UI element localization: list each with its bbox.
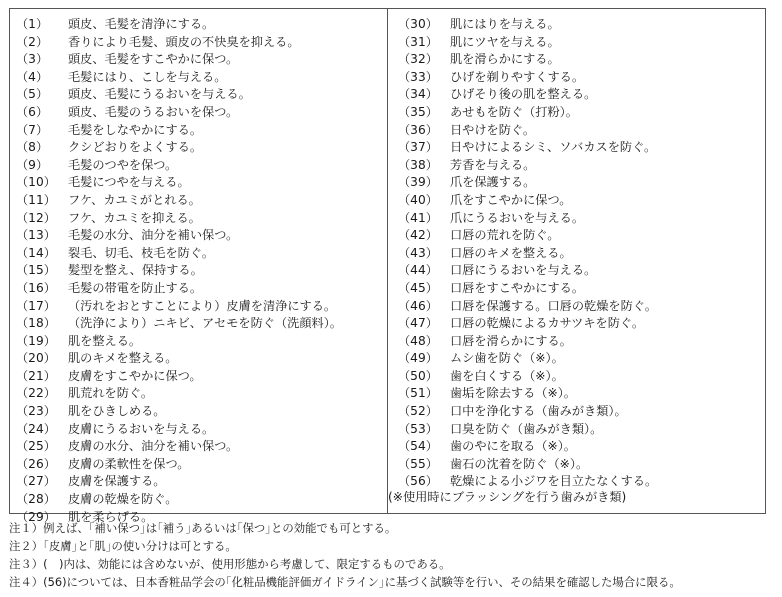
list-item [398,438,764,456]
item-number: （34） [398,87,438,102]
item-text: 歯のやにを取る（※）。 [450,439,576,454]
item-text: 乾燥による小ジワを目立たなくする。 [450,474,658,489]
item-number: （20） [16,351,56,366]
item-text: 爪をすこやかに保つ。 [450,192,572,207]
item-number: （39） [398,175,438,190]
list-item [16,491,384,509]
item-text: フケ、カユミがとれる。 [68,192,201,207]
item-number: （4） [16,69,49,84]
item-number: （26） [16,456,56,471]
item-number: （25） [16,439,56,454]
list-item [398,280,764,298]
item-number: （46） [398,298,438,313]
item-text: 毛髪につやを与える。 [68,175,190,190]
list-item [16,227,384,245]
item-number: （42） [398,228,438,243]
item-text: 毛髪をしなやかにする。 [68,122,203,137]
list-item [16,438,384,456]
list-item [16,473,384,491]
list-item [398,34,764,52]
item-text: 頭皮、毛髪にうるおいを与える。 [68,87,251,102]
item-number: （11） [16,192,56,207]
list-item [16,192,384,210]
list-item [398,69,764,87]
list-item [16,421,384,439]
list-item [398,368,764,386]
item-text: ひげを剃りやすくする。 [450,69,585,84]
item-text: 毛髪の水分、油分を補い保つ。 [68,228,239,243]
list-item [16,51,384,69]
item-text: 皮膚にうるおいを与える。 [68,421,215,436]
item-text: 口唇にうるおいを与える。 [450,263,597,278]
item-number: （31） [398,34,438,49]
list-item [398,385,764,403]
item-text: ひげそり後の肌を整える。 [450,87,597,102]
list-item [16,34,384,52]
item-text: ムシ歯を防ぐ（※）。 [450,351,564,366]
item-text: 日やけによるシミ、ソバカスを防ぐ。 [450,140,657,155]
item-text: 肌荒れを防ぐ。 [68,386,154,401]
item-number: （54） [398,439,438,454]
item-number: （43） [398,245,438,260]
list-item [16,403,384,421]
list-item [16,315,384,333]
item-number: （41） [398,210,438,225]
item-text: 口唇のキメを整える。 [450,245,572,260]
item-text: 肌のキメを整える。 [68,351,178,366]
item-number: （55） [398,456,438,471]
list-item [16,385,384,403]
item-text: 爪を保護する。 [450,175,536,190]
item-number: （21） [16,368,56,383]
item-number: （5） [16,87,49,102]
footnote-1: 注１）例えば、｢補い保つ｣は｢補う｣あるいは｢保つ｣との効能でも可とする。 [9,521,397,535]
item-text: 皮膚を保護する。 [68,474,166,489]
item-number: （36） [398,122,438,137]
list-item [398,86,764,104]
list-item [398,227,764,245]
toothpaste-note: (※使用時にブラッシングを行う歯みがき類) [388,490,627,504]
list-item [16,16,384,34]
item-number: （32） [398,52,438,67]
item-number: （47） [398,316,438,331]
item-number: （33） [398,69,438,84]
item-text: 爪にうるおいを与える。 [450,210,585,225]
item-number: （24） [16,421,56,436]
item-text: 髪型を整え、保持する。 [68,263,203,278]
item-text: 口唇の荒れを防ぐ。 [450,228,560,243]
item-text: 歯を白くする（※）。 [450,368,564,383]
list-item [16,86,384,104]
list-item [398,51,764,69]
list-item [398,456,764,474]
item-text: あせもを防ぐ（打粉）。 [450,104,578,119]
item-text: 口唇をすこやかにする。 [450,280,585,295]
item-number: （30） [398,17,438,31]
right-column [398,16,764,491]
item-text: 裂毛、切毛、枝毛を防ぐ。 [68,245,215,260]
item-number: （2） [16,34,49,49]
footnotes [9,519,779,591]
footnote-2: 注２）｢皮膚｣と｢肌｣の使い分けは可とする。 [9,539,237,553]
item-text: 肌を柔らげる。 [68,509,154,524]
list-item [398,16,764,34]
list-item [16,245,384,263]
list-item [398,262,764,280]
list-item [16,333,384,351]
left-column [16,16,384,526]
list-item [398,122,764,140]
item-text: 口中を浄化する（歯みがき類）。 [450,404,627,419]
item-number: （9） [16,157,49,172]
item-number: （8） [16,140,49,155]
item-number: （51） [398,386,438,401]
footnote-3: 注３）( )内は、効能には含めないが、使用形態から考慮して、限定するものである。 [9,557,451,571]
list-item [398,104,764,122]
list-item [398,139,764,157]
item-number: （44） [398,263,438,278]
item-number: （16） [16,280,56,295]
item-text: 口唇を滑らかにする。 [450,333,572,348]
list-item [398,210,764,228]
list-item [16,104,384,122]
item-text: 肌を整える。 [68,333,142,348]
list-item [398,315,764,333]
list-item [16,350,384,368]
item-text: 口臭を防ぐ（歯みがき類）。 [450,421,603,436]
list-item [16,122,384,140]
item-number: （12） [16,210,56,225]
list-item [398,403,764,421]
item-number: （3） [16,52,49,67]
list-item [16,210,384,228]
item-number: （48） [398,333,438,348]
list-item [16,368,384,386]
item-number: （7） [16,122,49,137]
item-text: 口唇を保護する。口唇の乾燥を防ぐ。 [450,298,657,313]
item-text: 香りにより毛髪、頭皮の不快臭を抑える。 [68,34,300,49]
item-number: （17） [16,298,56,313]
item-text: 肌を滑らかにする。 [450,52,560,67]
item-number: （53） [398,421,438,436]
list-item [16,456,384,474]
list-item [16,174,384,192]
item-text: （汚れをおとすことにより）皮膚を清浄にする。 [68,298,337,313]
item-number: （23） [16,404,56,419]
item-number: （19） [16,333,56,348]
item-text: クシどおりをよくする。 [68,140,203,155]
item-text: 肌にツヤを与える。 [450,34,560,49]
item-text: 皮膚の乾燥を防ぐ。 [68,492,178,507]
item-number: （14） [16,245,56,260]
list-item [398,157,764,175]
list-item [398,421,764,439]
item-number: （15） [16,263,56,278]
item-text: 毛髪にはり、こしを与える。 [68,69,227,84]
item-text: 頭皮、毛髪を清浄にする。 [68,17,215,31]
item-text: 頭皮、毛髪のうるおいを保つ。 [68,104,239,119]
item-text: 頭皮、毛髪をすこやかに保つ。 [68,52,239,67]
item-number: （38） [398,157,438,172]
item-text: （洗浄により）ニキビ、アセモを防ぐ（洗顔料）。 [68,316,342,331]
item-number: （22） [16,386,56,401]
item-number: （56） [398,474,438,489]
list-item [398,350,764,368]
item-number: （27） [16,474,56,489]
item-number: （6） [16,104,49,119]
list-item [16,139,384,157]
item-number: （10） [16,175,56,190]
item-number: （13） [16,228,56,243]
item-number: （1） [16,17,49,31]
item-number: （49） [398,351,438,366]
item-number: （50） [398,368,438,383]
list-item [398,333,764,351]
item-text: 口唇の乾燥によるカサツキを防ぐ。 [450,316,645,331]
item-text: 皮膚の柔軟性を保つ。 [68,456,190,471]
item-number: （29） [16,509,56,524]
item-text: 皮膚の水分、油分を補い保つ。 [68,439,239,454]
item-number: （35） [398,104,438,119]
item-number: （40） [398,192,438,207]
list-item [398,192,764,210]
list-item [398,298,764,316]
list-item [398,174,764,192]
list-item [398,245,764,263]
list-item [16,157,384,175]
item-text: フケ、カユミを抑える。 [68,210,201,225]
item-text: 毛髪の帯電を防止する。 [68,280,203,295]
item-number: （37） [398,140,438,155]
item-text: 日やけを防ぐ。 [450,122,536,137]
item-text: 歯石の沈着を防ぐ（※）。 [450,456,589,471]
item-text: 毛髪のつやを保つ。 [68,157,178,172]
item-text: 肌をひきしめる。 [68,404,166,419]
list-item [16,298,384,316]
item-text: 芳香を与える。 [450,157,536,172]
column-divider [387,9,388,513]
item-number: （52） [398,404,438,419]
item-text: 肌にはりを与える。 [450,17,560,31]
item-number: （28） [16,492,56,507]
item-number: （45） [398,280,438,295]
efficacy-table [9,8,766,524]
item-text: 皮膚をすこやかに保つ。 [68,368,202,383]
list-item [16,280,384,298]
list-item [16,262,384,280]
item-number: （18） [16,316,56,331]
list-item [16,69,384,87]
item-text: 歯垢を除去する（※）。 [450,386,576,401]
footnote-4: 注４）(56)については、日本香粧品学会の｢化粧品機能評価ガイドライン｣に基づく試験等を行い、その結果を確認した場合に限る。 [9,575,681,589]
